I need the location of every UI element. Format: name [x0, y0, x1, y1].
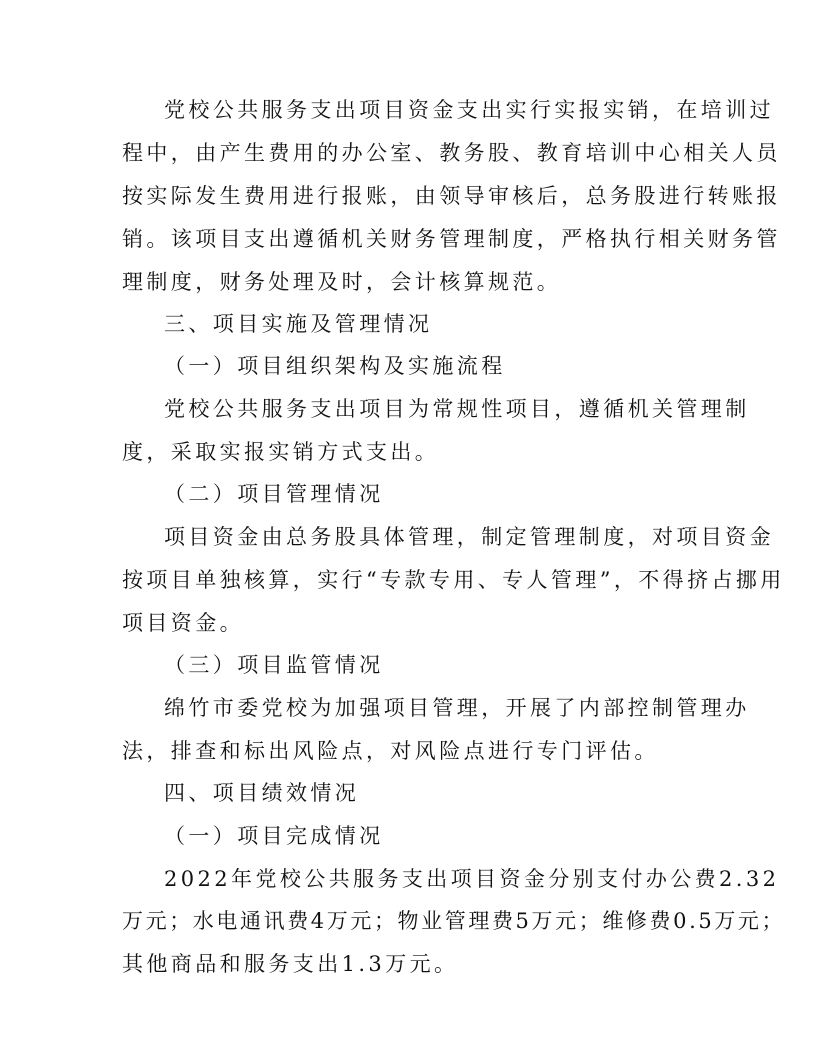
body-text-line: 绵竹市委党校为加强项目管理，开展了内部控制管理办 — [164, 696, 750, 720]
body-text-line: 销。该项目支出遵循机关财务管理制度，严格执行相关财务管 — [122, 227, 781, 251]
body-text-line: 党校公共服务支出项目为常规性项目，遵循机关管理制 — [164, 397, 750, 421]
body-text-line: 党校公共服务支出项目资金支出实行实报实销，在培训过 — [164, 98, 774, 122]
body-text-line: 万元；水电通讯费4万元；物业管理费5万元；维修费0.5万元； — [122, 909, 786, 933]
subsection-heading: （一）项目完成情况 — [164, 824, 384, 848]
subsection-heading: （三）项目监管情况 — [164, 653, 384, 677]
body-text-line: 度，采取实报实销方式支出。 — [122, 440, 440, 464]
body-text-line: 法，排查和标出风险点，对风险点进行专门评估。 — [122, 739, 659, 763]
body-text-line: 2022年党校公共服务支出项目资金分别支付办公费2.32 — [164, 867, 780, 891]
body-text-line: 程中，由产生费用的办公室、教务股、教育培训中心相关人员 — [122, 141, 781, 165]
body-text-line: 按项目单独核算，实行“专款专用、专人管理”，不得挤占挪用 — [122, 568, 785, 592]
body-text-line: 按实际发生费用进行报账，由领导审核后，总务股进行转账报 — [122, 184, 781, 208]
body-text-line: 项目资金。 — [122, 611, 244, 635]
section-heading: 四、项目绩效情况 — [164, 781, 360, 805]
section-heading: 三、项目实施及管理情况 — [164, 312, 433, 336]
body-text-line: 项目资金由总务股具体管理，制定管理制度，对项目资金 — [164, 525, 774, 549]
body-text-line: 理制度，财务处理及时，会计核算规范。 — [122, 270, 562, 294]
subsection-heading: （二）项目管理情况 — [164, 482, 384, 506]
subsection-heading: （一）项目组织架构及实施流程 — [164, 354, 506, 378]
body-text-line: 其他商品和服务支出1.3万元。 — [122, 952, 459, 976]
